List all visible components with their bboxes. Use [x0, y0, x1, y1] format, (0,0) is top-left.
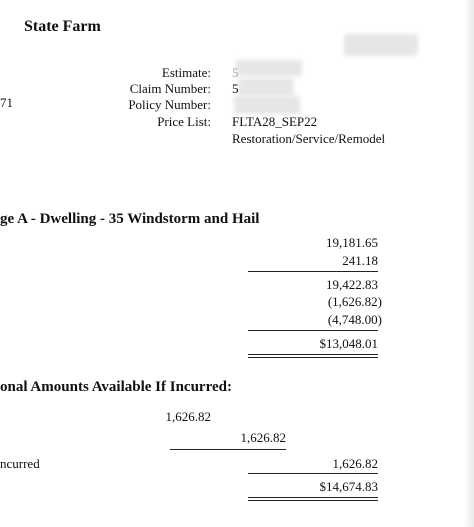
price-list-description: Restoration/Service/Remodel: [232, 131, 386, 146]
amount-line-1: 19,181.65: [326, 235, 378, 250]
additional-amount-col2: 1,626.82: [240, 430, 286, 445]
grand-total-rule: [248, 473, 378, 474]
coverage-section-title: ge A - Dwelling - 35 Windstorm and Hail: [0, 211, 260, 227]
incurred-amount: 1,626.82: [332, 456, 378, 471]
additional-amount-col1: 1,626.82: [165, 409, 211, 424]
policy-number-label: Policy Number:: [128, 97, 211, 112]
left-fragment: 71: [0, 95, 13, 110]
redacted-estimate: [236, 60, 302, 76]
company-name: State Farm: [24, 18, 101, 35]
net-double-rule-top: [248, 354, 378, 355]
redacted-policy: [234, 96, 300, 114]
net-claim-total: $13,048.01: [319, 336, 378, 351]
page-edge-shadow: [464, 0, 474, 527]
claim-number-label: Claim Number:: [129, 81, 211, 96]
amount-deduction-1: (1,626.82): [327, 294, 382, 309]
estimate-value: 5: [232, 65, 239, 80]
net-rule: [248, 330, 378, 331]
claim-number-value: 5: [232, 81, 239, 96]
redacted-header-id: [344, 34, 418, 56]
additional-rule: [170, 449, 286, 450]
incurred-label: ncurred: [0, 456, 40, 471]
grand-total-double-rule-bottom: [248, 500, 378, 501]
estimate-label: Estimate:: [161, 65, 211, 80]
redacted-claim: [238, 78, 294, 96]
price-list-value: FLTA28_SEP22: [232, 114, 318, 129]
grand-total-double-rule-top: [248, 497, 378, 498]
subtotal-rule: [248, 271, 378, 272]
price-list-label: Price List:: [157, 114, 211, 129]
net-double-rule-bottom: [248, 357, 378, 358]
grand-total: $14,674.83: [319, 479, 378, 494]
amount-line-2: 241.18: [342, 253, 378, 268]
amount-subtotal: 19,422.83: [326, 277, 378, 292]
additional-amounts-title: onal Amounts Available If Incurred:: [0, 379, 232, 395]
amount-deduction-2: (4,748.00): [327, 312, 382, 327]
